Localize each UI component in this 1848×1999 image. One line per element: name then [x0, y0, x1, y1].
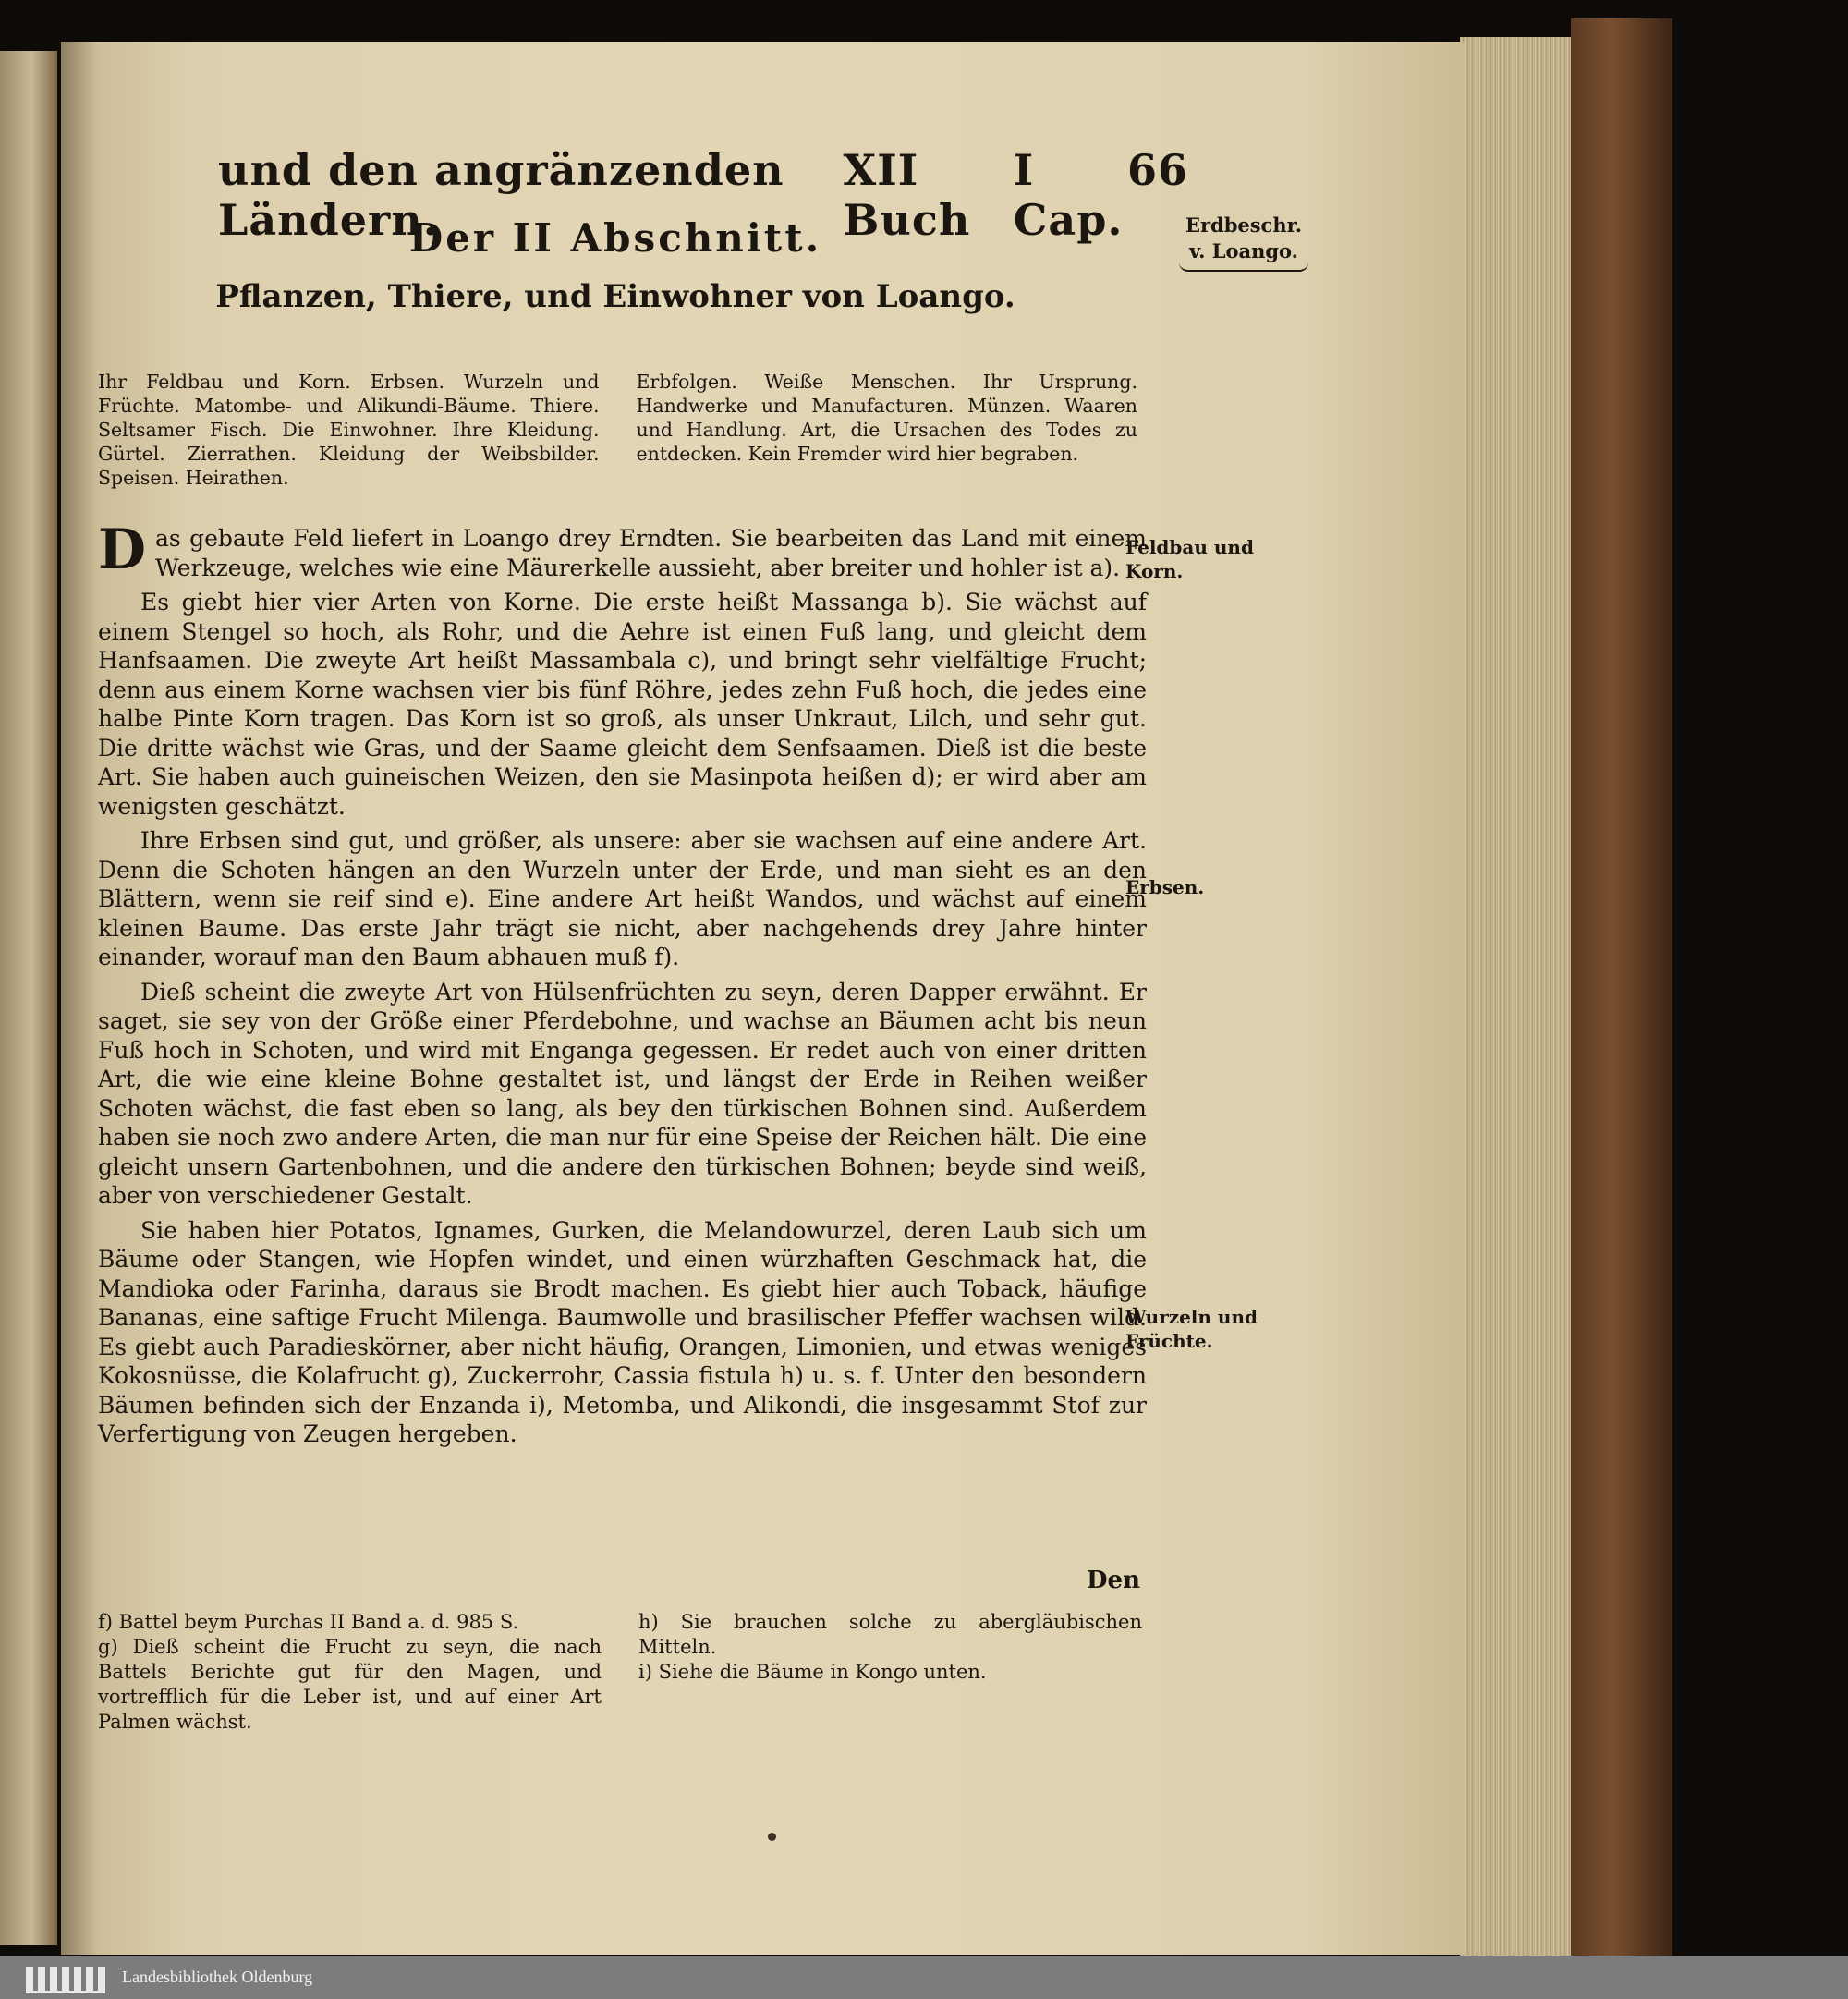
- running-head-chapter: I Cap.: [1013, 145, 1124, 245]
- footnotes: [98, 1610, 1142, 1735]
- margin-note-wurzeln: [1125, 1305, 1310, 1353]
- catchword: Den: [1087, 1566, 1140, 1594]
- margin-note-line: Erbsen.: [1125, 876, 1205, 898]
- margin-note-line: Wurzeln und: [1125, 1306, 1258, 1328]
- facing-page-edge: [0, 51, 57, 1945]
- side-heading-line1: Erdbeschr.: [1185, 213, 1303, 237]
- paragraph-text: as gebaute Feld liefert in Loango drey Erndten. Sie bearbeiten das Land mit einem Werkzeuge, welches wie eine Mäurerkelle aussieht, aber breiter und hohler ist a).: [155, 525, 1147, 581]
- margin-note-line: Feldbau und: [1125, 536, 1254, 558]
- margin-note-erbsen: [1125, 875, 1310, 899]
- footnote: h) Sie brauchen solche zu abergläubischen Mitteln.: [638, 1611, 1142, 1658]
- side-heading-line2: v. Loango.: [1189, 239, 1298, 262]
- running-head-title: und den angränzenden Ländern.: [218, 145, 784, 245]
- summary-left: Ihr Feldbau und Korn. Erbsen. Wurzeln und Früchte. Matombe- und Alikundi-Bäume. Thiere. Seltsamer Fisch. Die Einwohner. Ihre Kleidung. Gürtel. Zierrathen. Kleidung der Weibsbilder. Speisen. Heirathen.: [98, 371, 600, 489]
- section-title: Der II Abschnitt.: [408, 215, 822, 261]
- section-subtitle: Pflanzen, Thiere, und Einwohner von Loango.: [215, 278, 1015, 315]
- book-cover: [1571, 18, 1672, 1959]
- paragraph: Dieß scheint die zweyte Art von Hülsenfrüchten zu seyn, deren Dapper erwähnt. Er saget, sie sey von der Größe einer Pferdebohne, und wachse an Bäumen acht bis neun Fuß hoch in Schoten, und wird mit Enganga gegessen. Er redet auch von einer dritten Art, die wie eine kleine Bohne gestaltet ist, und längst der Erde in Reihen weißer Schoten wächst, die fast eben so lang, als bey den türkischen Bohnen sind. Außerdem haben sie noch zwo andere Arten, die man nur für eine Speise der Reichen hält. Die eine gleicht unsern Gartenbohnen, und die andere den türkischen Bohnen; beyde sind weiß, aber von verschiedener Gestalt.: [98, 978, 1147, 1209]
- paragraph: Es giebt hier vier Arten von Korne. Die erste heißt Massanga b). Sie wächst auf einem Stengel so hoch, als Rohr, und die Aehre ist einen Fuß lang, und gleicht dem Hanfsaamen. Die zweyte Art heißt Massambala c), und bringt sehr vielfältige Frucht; denn aus einem Korne wachsen vier bis fünf Röhre, jedes zehn Fuß hoch, die jedes eine halbe Pinte Korn tragen. Das Korn ist so groß, als unser Unkraut, Lilch, und sehr gut. Die dritte wächst wie Gras, und der Saame gleicht dem Senfsaamen. Dieß ist die beste Art. Sie haben auch guineischen Weizen, den sie Masinpota heißen d); er wird aber am wenigsten geschätzt.: [98, 589, 1147, 820]
- library-name: Landesbibliothek Oldenburg: [122, 1968, 313, 1986]
- footer-bar: [0, 1956, 1848, 1999]
- margin-note-line: Korn.: [1125, 560, 1184, 582]
- section-summary: [98, 370, 1137, 490]
- side-heading: [1179, 213, 1308, 272]
- library-building-icon: [26, 1961, 105, 1993]
- paragraph: Sie haben hier Potatos, Ignames, Gurken, die Melandowurzel, deren Laub sich um Bäume oder Stangen, wie Hopfen windet, und einen würzhaften Geschmack hat, die Mandioka oder Farinha, daraus sie Brodt machen. Es giebt hier auch Toback, häufige Bananas, eine saftige Frucht Milenga. Baumwolle und brasilischer Pfeffer wachsen wild. Es giebt auch Paradieskörner, aber nicht häufig, Orangen, Limonien, und etwas weniges Kokosnüsse, die Kolafrucht g), Zuckerrohr, Cassia fistula h) u. s. f. Unter den besondern Bäumen befinden sich der Enzanda i), Metomba, und Alikondi, die insgesammt Stof zur Verfertigung von Zeugen hergeben.: [98, 1216, 1147, 1447]
- summary-right: Erbfolgen. Weiße Menschen. Ihr Ursprung. Handwerke und Manufacturen. Münzen. Waaren und Handlung. Art, die Ursachen des Todes zu entdecken. Kein Fremder wird hier begraben.: [636, 371, 1137, 465]
- margin-note-feldbau: [1125, 535, 1310, 583]
- running-head-book: XII Buch: [843, 145, 971, 245]
- footnote: f) Battel beym Purchas II Band a. d. 985 S.: [98, 1611, 519, 1633]
- paragraph: [98, 518, 1147, 582]
- drop-cap: D: [98, 518, 147, 582]
- paragraph: Ihre Erbsen sind gut, und größer, als unsere: aber sie wachsen auf eine andere Art. Denn die Schoten hängen an den Wurzeln unter der Erde, und man sieht es an den Blättern, wenn sie reif sind e). Eine andere Art heißt Wandos, und wächst auf einem kleinen Baume. Das erste Jahr trägt sie nicht, aber nachgehends drey Jahre hinter einander, worauf man den Baum abhauen muß f).: [98, 827, 1147, 970]
- book-page: [61, 42, 1465, 1955]
- footnote: i) Siehe die Bäume in Kongo unten.: [638, 1661, 987, 1683]
- footnote: g) Dieß scheint die Frucht zu seyn, die nach Battels Berichte gut für den Magen, und vortrefflich für die Leber ist, und auf einer Art Palmen wächst.: [98, 1636, 602, 1733]
- page-mark: [768, 1833, 776, 1841]
- page-edges: [1460, 37, 1571, 1959]
- page-number: 66: [1126, 145, 1188, 195]
- body-text: [98, 518, 1147, 1455]
- margin-note-line: Früchte.: [1125, 1330, 1213, 1352]
